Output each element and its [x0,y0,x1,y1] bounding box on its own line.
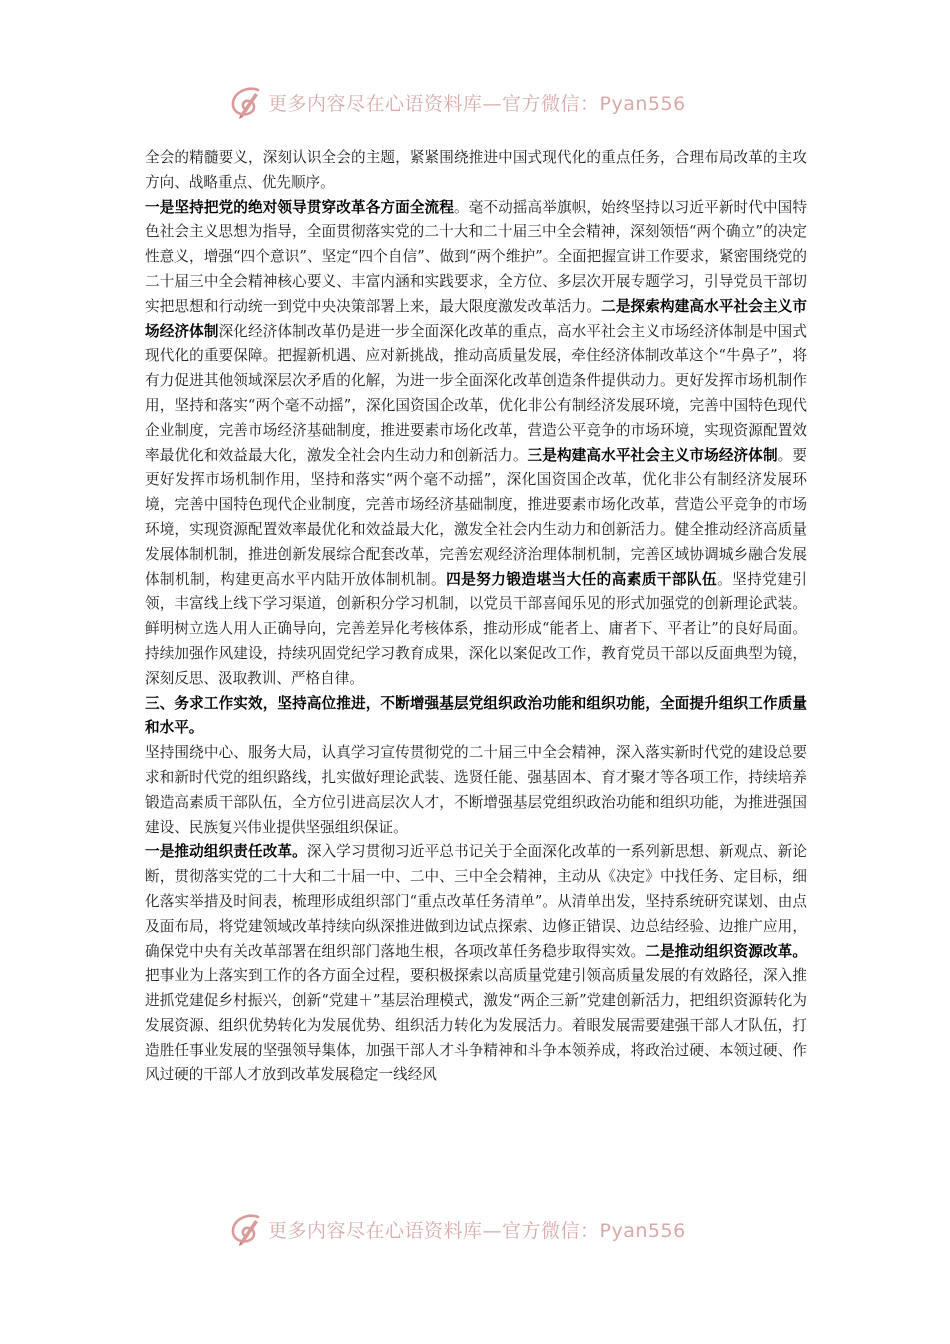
watermark-text [268,89,686,116]
paragraph-text: 。毫不动摇高举旗帜，始终坚持以习近平新时代中国特色社会主义思想为指导，全面贯彻落实党的二十大和二十届三中全会精神，深刻领悟“两个确立”的决定性意义，增强“四个意识”、坚定“四个自信”、做到“两个维护”。全面把握宣讲工作要求，紧密围绕党的二十届三中全会精神核心要义、丰富内涵和实践要求，全方位、多层次开展专题学习，引导党员干部切实把思想和行动统一到党中央决策部署上来，最大限度激发改革活力。 [145,198,807,315]
watermark-banner-inner [228,80,686,124]
paragraph-text: 。坚持党建引领，丰富线上线下学习渠道，创新积分学习机制，以党员干部喜闻乐见的形式加强党的创新理论武装。鲜明树立选人用人正确导向，完善差异化考核体系，推动形成“能者上、庸者下、平者让”的良好局面。持续加强作风建设，持续巩固党纪学习教育成果，深化以案促改工作，教育党员干部以反面典型为镜，深刻反思、汲取教训、严格自律。 [145,570,807,687]
watermark-banner-top [0,80,950,124]
paragraph-text: 。要更好发挥市场机制作用，坚持和落实“两个毫不动摇”，深化国资国企改革，优化非公有制经济发展环境，完善中国特色现代企业制度，完善市场经济基础制度，推进要素市场化改革，营造公平竞争的市场环境，实现资源配置效率最优化和效益最大化，激发全社会内生动力和创新活力。健全推动经济高质量发展体制机制，推进创新发展综合配套改革，完善宏观经济治理体制机制，完善区域协调城乡融合发展体制机制，构建更高水平内陆开放体制机制。 [145,446,807,588]
document-body [145,146,807,1088]
watermark-text [268,1216,686,1243]
watermark-wechat-id: Pyan556 [599,1219,686,1242]
pen-swirl-icon [228,84,264,120]
paragraph-continuation [145,146,807,196]
bold-lead-4: 四是努力锻造堪当大任的高素质干部队伍 [446,570,718,588]
paragraph-reform-tasks [145,196,807,692]
bold-lead-3: 三是构建高水平社会主义市场经济体制 [527,446,778,464]
watermark-banner-inner [228,1207,686,1251]
bold-lead-6: 二是推动组织资源改革。 [645,942,807,960]
pen-swirl-icon [228,1211,264,1247]
watermark-caption: 更多内容尽在心语资料库—官方微信： [268,92,600,115]
watermark-wechat-id: Pyan556 [599,92,686,115]
paragraph-text: 全会的精髓要义，深刻认识全会的主题，紧紧围绕推进中国式现代化的重点任务，合理布局改革的主攻方向、战略重点、优先顺序。 [145,149,807,191]
watermark-caption: 更多内容尽在心语资料库—官方微信： [268,1219,600,1242]
bold-lead-1: 一是坚持把党的绝对领导贯穿改革各方面全流程 [145,198,454,216]
section-heading-3: 三、务求工作实效，坚持高位推进，不断增强基层党组织政治功能和组织功能，全面提升组织工作质量和水平。 [145,694,807,737]
paragraph-organization-reform [145,840,807,1088]
bold-lead-5: 一是推动组织责任改革。 [145,843,307,861]
bold-lead-2: 二是探索构建高水平社会主义市场经济体制 [145,297,807,340]
paragraph-section-intro [145,741,807,840]
paragraph-text: 深化经济体制改革仍是进一步全面深化改革的重点，高水平社会主义市场经济体制是中国式现代化的重要保障。把握新机遇、应对新挑战，推动高质量发展，牵住经济体制改革这个“牛鼻子”，将有力促进其他领域深层次矛盾的化解，为进一步全面深化改革创造条件提供动力。更好发挥市场机制作用，坚持和落实“两个毫不动摇”，深化国资国企改革，优化非公有制经济发展环境，完善中国特色现代企业制度，完善市场经济基础制度，推进要素市场化改革，营造公平竞争的市场环境，实现资源配置效率最优化和效益最大化，激发全社会内生动力和创新活力。 [145,322,807,464]
watermark-banner-bottom [0,1207,950,1251]
paragraph-text: 坚持围绕中心、服务大局，认真学习宣传贯彻党的二十届三中全会精神，深入落实新时代党的建设总要求和新时代党的组织路线，扎实做好理论武装、选贤任能、强基固本、育才聚才等各项工作，持续培养锻造高素质干部队伍，全方位引进高层次人才，不断增强基层党组织政治功能和组织功能，为推进强国建设、民族复兴伟业提供坚强组织保证。 [145,744,807,836]
paragraph-text: 把事业为上落实到工作的各方面全过程，要积极探索以高质量党建引领高质量发展的有效路径，深入推进抓党建促乡村振兴，创新“党建＋”基层治理模式，激发“两企三新”党建创新活力，把组织资源转化为发展资源、组织优势转化为发展优势、组织活力转化为发展活力。着眼发展需要建强干部人才队伍，打造胜任事业发展的坚强领导集体，加强干部人才斗争精神和斗争本领养成，将政治过硬、本领过硬、作风过硬的干部人才放到改革发展稳定一线经风 [145,967,807,1084]
paragraph-text: 深入学习贯彻习近平总书记关于全面深化改革的一系列新思想、新观点、新论断，贯彻落实党的二十大和二十届一中、二中、三中全会精神，主动从《决定》中找任务、定目标，细化落实举措及时间表，梳理形成组织部门“重点改革任务清单”。从清单出发，坚持系统研究谋划、由点及面布局，将党建领域改革持续向纵深推进做到边试点探索、边修正错误、边总结经验、边推广应用，确保党中央有关改革部署在组织部门落地生根，各项改革任务稳步取得实效。 [145,843,807,960]
